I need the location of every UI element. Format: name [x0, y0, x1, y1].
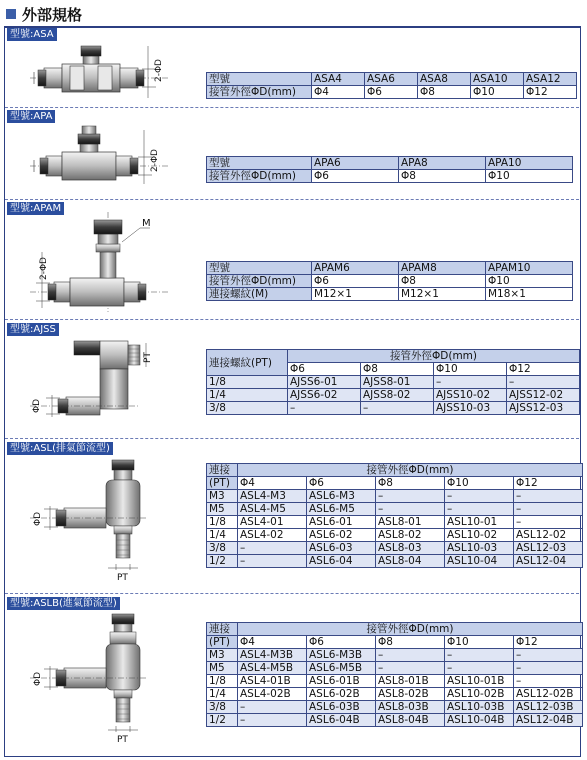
table-cell: AJSS8-02	[361, 389, 434, 402]
table-row	[207, 529, 583, 542]
table-cell: ASL12-03B	[514, 701, 583, 714]
section-divider	[5, 319, 579, 320]
table-cell: APAM10	[486, 262, 573, 275]
table-cell: 1/4	[207, 688, 238, 701]
table-cell: AJSS12-03	[507, 402, 580, 415]
table-cell: ASA6	[365, 73, 418, 86]
table-cell: ASL4-M3B	[238, 649, 307, 662]
table-cell: ASL12-03	[514, 542, 583, 555]
table-cell: ASA12	[524, 73, 577, 86]
table-row	[207, 714, 583, 727]
table-cell: ASL6-01B	[307, 675, 376, 688]
table-cell: 型號	[207, 73, 312, 86]
table-cell: APA6	[312, 157, 399, 170]
table-row	[207, 170, 573, 183]
table-cell: ASL10-04	[445, 555, 514, 568]
table-cell: Φ6	[307, 636, 376, 649]
section-tag-asa: 型號:ASA	[7, 28, 57, 41]
asl-d-label: ΦD	[33, 511, 43, 526]
table-cell: ASA10	[471, 73, 524, 86]
table-row	[207, 555, 583, 568]
table-cell: APA10	[486, 157, 573, 170]
table-header-left-bottom: (PT)	[207, 477, 238, 490]
table-cell: ASL8-02B	[376, 688, 445, 701]
table-cell: –	[514, 503, 583, 516]
table-row	[207, 675, 583, 688]
asa-fitting-drawing	[30, 36, 170, 102]
table-cell: ASL4-M5B	[238, 662, 307, 675]
table-cell: 1/8	[207, 516, 238, 529]
apam-spec-table	[206, 261, 573, 301]
table-cell: ASL6-M3	[307, 490, 376, 503]
table-row	[207, 275, 573, 288]
table-cell: Φ12	[514, 477, 583, 490]
table-cell: –	[514, 662, 583, 675]
table-cell: ASA8	[418, 73, 471, 86]
table-cell: M3	[207, 649, 238, 662]
table-cell: Φ8	[361, 363, 434, 376]
table-cell: M18×1	[486, 288, 573, 301]
table-cell: ASL8-04B	[376, 714, 445, 727]
table-row	[207, 636, 583, 649]
table-cell: ASL6-02	[307, 529, 376, 542]
table-cell: Φ6	[365, 86, 418, 99]
table-cell: –	[507, 376, 580, 389]
table-row	[207, 402, 580, 415]
table-row	[207, 542, 583, 555]
section-tag-ajss: 型號:AJSS	[7, 323, 59, 336]
table-header-left: 連接螺紋(PT)	[207, 350, 288, 376]
table-cell: AJSS6-01	[288, 376, 361, 389]
aslb-pt-label: PT	[117, 735, 128, 745]
table-cell: –	[514, 490, 583, 503]
section-divider	[5, 107, 579, 108]
section-divider	[5, 593, 579, 594]
table-cell: –	[376, 662, 445, 675]
table-cell: ASL6-M5	[307, 503, 376, 516]
apam-fitting-drawing	[30, 212, 180, 312]
ajss-spec-table	[206, 349, 580, 415]
table-cell: ASL6-03B	[307, 701, 376, 714]
asl-pt-label: PT	[117, 573, 128, 583]
table-cell: ASL8-01	[376, 516, 445, 529]
table-cell: ASL8-02	[376, 529, 445, 542]
table-cell: –	[445, 649, 514, 662]
table-cell: ASL8-03B	[376, 701, 445, 714]
table-cell: Φ10	[434, 363, 507, 376]
title-square-icon	[6, 9, 16, 19]
aslb-spec-table	[206, 622, 583, 727]
table-cell: APA8	[399, 157, 486, 170]
table-cell: 1/4	[207, 529, 238, 542]
table-cell: Φ6	[312, 170, 399, 183]
table-cell: ASL4-01	[238, 516, 307, 529]
table-cell: M5	[207, 503, 238, 516]
ajss-pt-label-top: PT	[143, 352, 153, 363]
table-cell: APAM8	[399, 262, 486, 275]
table-cell: 接管外徑ΦD(mm)	[207, 86, 312, 99]
table-cell: –	[238, 555, 307, 568]
table-header-group: 接管外徑ΦD(mm)	[238, 464, 583, 477]
table-cell: ASL4-M3	[238, 490, 307, 503]
table-cell: 1/8	[207, 675, 238, 688]
table-cell: ASL8-03	[376, 542, 445, 555]
aslb-d-label: ΦD	[33, 671, 43, 686]
table-cell: –	[238, 701, 307, 714]
table-cell: ASA4	[312, 73, 365, 86]
table-cell: Φ10	[445, 477, 514, 490]
table-cell: Φ8	[376, 636, 445, 649]
apa-fitting-drawing	[30, 118, 170, 190]
table-cell: ASL4-01B	[238, 675, 307, 688]
table-cell: Φ8	[399, 170, 486, 183]
table-row	[207, 73, 577, 86]
table-row	[207, 623, 583, 636]
asl-spec-table	[206, 463, 583, 568]
table-cell: 接管外徑ΦD(mm)	[207, 170, 312, 183]
table-cell: ASL10-01B	[445, 675, 514, 688]
table-cell: –	[238, 542, 307, 555]
table-row	[207, 389, 580, 402]
table-cell: –	[514, 516, 583, 529]
section-divider	[5, 438, 579, 439]
table-row	[207, 662, 583, 675]
table-cell: Φ12	[514, 636, 583, 649]
page-title	[6, 4, 82, 24]
apam-dim-label: 2-ΦD	[39, 257, 49, 280]
table-row	[207, 503, 583, 516]
table-cell: –	[434, 376, 507, 389]
table-cell: 1/2	[207, 714, 238, 727]
section-tag-apam: 型號:APAM	[7, 202, 64, 215]
page-title-text: 外部規格	[22, 5, 83, 24]
table-cell: M5	[207, 662, 238, 675]
table-cell: –	[376, 503, 445, 516]
table-cell: Φ4	[238, 477, 307, 490]
table-cell: 3/8	[207, 402, 288, 415]
table-cell: Φ10	[486, 170, 573, 183]
table-cell: ASL6-03	[307, 542, 376, 555]
table-cell: ASL6-02B	[307, 688, 376, 701]
asl-fitting-drawing	[30, 456, 160, 586]
table-cell: Φ6	[288, 363, 361, 376]
table-header-left-top: 連接	[207, 623, 238, 636]
ajss-d-label: ΦD	[32, 398, 42, 413]
table-cell: Φ12	[524, 86, 577, 99]
table-cell: –	[238, 714, 307, 727]
table-row	[207, 288, 573, 301]
table-cell: 型號	[207, 262, 312, 275]
table-cell: ASL6-04B	[307, 714, 376, 727]
table-cell: ASL6-M5B	[307, 662, 376, 675]
table-cell: Φ4	[312, 86, 365, 99]
table-cell: 型號	[207, 157, 312, 170]
table-cell: 連接螺紋(M)	[207, 288, 312, 301]
table-cell: 3/8	[207, 542, 238, 555]
table-row	[207, 516, 583, 529]
aslb-fitting-drawing	[30, 612, 160, 747]
apa-dim-label: 2-ΦD	[150, 149, 160, 172]
table-cell: AJSS12-02	[507, 389, 580, 402]
table-row	[207, 701, 583, 714]
table-cell: Φ6	[307, 477, 376, 490]
table-cell: –	[514, 649, 583, 662]
table-cell: AJSS8-01	[361, 376, 434, 389]
table-cell: Φ10	[486, 275, 573, 288]
table-cell: Φ10	[471, 86, 524, 99]
table-cell: Φ4	[238, 636, 307, 649]
table-cell: 接管外徑ΦD(mm)	[207, 275, 312, 288]
table-cell: 1/4	[207, 389, 288, 402]
table-header-left-bottom: (PT)	[207, 636, 238, 649]
table-row	[207, 376, 580, 389]
table-cell: 1/2	[207, 555, 238, 568]
table-row	[207, 86, 577, 99]
table-cell: Φ12	[507, 363, 580, 376]
table-cell: ASL6-01	[307, 516, 376, 529]
table-cell: ASL10-03B	[445, 701, 514, 714]
table-row	[207, 464, 583, 477]
table-cell: AJSS10-02	[434, 389, 507, 402]
table-row	[207, 262, 573, 275]
table-cell: ASL8-01B	[376, 675, 445, 688]
table-cell: Φ8	[376, 477, 445, 490]
table-cell: ASL12-02	[514, 529, 583, 542]
table-cell: ASL6-M3B	[307, 649, 376, 662]
table-cell: ASL10-02B	[445, 688, 514, 701]
table-cell: ASL10-01	[445, 516, 514, 529]
table-cell: ASL4-M5	[238, 503, 307, 516]
table-cell: M12×1	[312, 288, 399, 301]
table-cell: AJSS6-02	[288, 389, 361, 402]
table-cell: –	[445, 490, 514, 503]
table-cell: ASL8-04	[376, 555, 445, 568]
table-cell: AJSS10-03	[434, 402, 507, 415]
table-cell: ASL10-03	[445, 542, 514, 555]
table-row	[207, 649, 583, 662]
table-cell: –	[361, 402, 434, 415]
section-tag-asl: 型號:ASL(排氣節流型)	[7, 442, 113, 455]
table-cell: –	[445, 503, 514, 516]
table-cell: M3	[207, 490, 238, 503]
table-cell: Φ10	[445, 636, 514, 649]
table-cell: Φ6	[312, 275, 399, 288]
table-cell: ASL4-02	[238, 529, 307, 542]
table-cell: –	[445, 662, 514, 675]
table-cell: Φ8	[399, 275, 486, 288]
table-cell: –	[288, 402, 361, 415]
section-divider	[5, 199, 579, 200]
table-cell: 1/8	[207, 376, 288, 389]
table-cell: Φ8	[418, 86, 471, 99]
table-cell: ASL12-02B	[514, 688, 583, 701]
table-cell: –	[376, 490, 445, 503]
section-tag-apa: 型號:APA	[7, 110, 55, 123]
table-cell: APAM6	[312, 262, 399, 275]
table-row	[207, 157, 573, 170]
table-header-group: 接管外徑ΦD(mm)	[288, 350, 580, 363]
table-cell: ASL10-04B	[445, 714, 514, 727]
table-row	[207, 350, 580, 363]
table-cell: ASL4-02B	[238, 688, 307, 701]
table-row	[207, 490, 583, 503]
table-cell: ASL6-04	[307, 555, 376, 568]
table-row	[207, 688, 583, 701]
table-cell: –	[376, 649, 445, 662]
table-cell: –	[514, 675, 583, 688]
asa-dim-label: 2-ΦD	[154, 59, 164, 82]
table-header-group: 接管外徑ΦD(mm)	[238, 623, 583, 636]
table-header-left-top: 連接	[207, 464, 238, 477]
table-cell: ASL12-04B	[514, 714, 583, 727]
table-row	[207, 477, 583, 490]
table-cell: M12×1	[399, 288, 486, 301]
table-cell: 3/8	[207, 701, 238, 714]
apa-spec-table	[206, 156, 573, 183]
table-cell: ASL12-04	[514, 555, 583, 568]
section-tag-aslb: 型號:ASLB(進氣節流型)	[7, 597, 120, 610]
table-cell: ASL10-02	[445, 529, 514, 542]
ajss-fitting-drawing	[30, 333, 170, 433]
asa-spec-table	[206, 72, 577, 99]
apam-m-label: M	[142, 218, 151, 229]
